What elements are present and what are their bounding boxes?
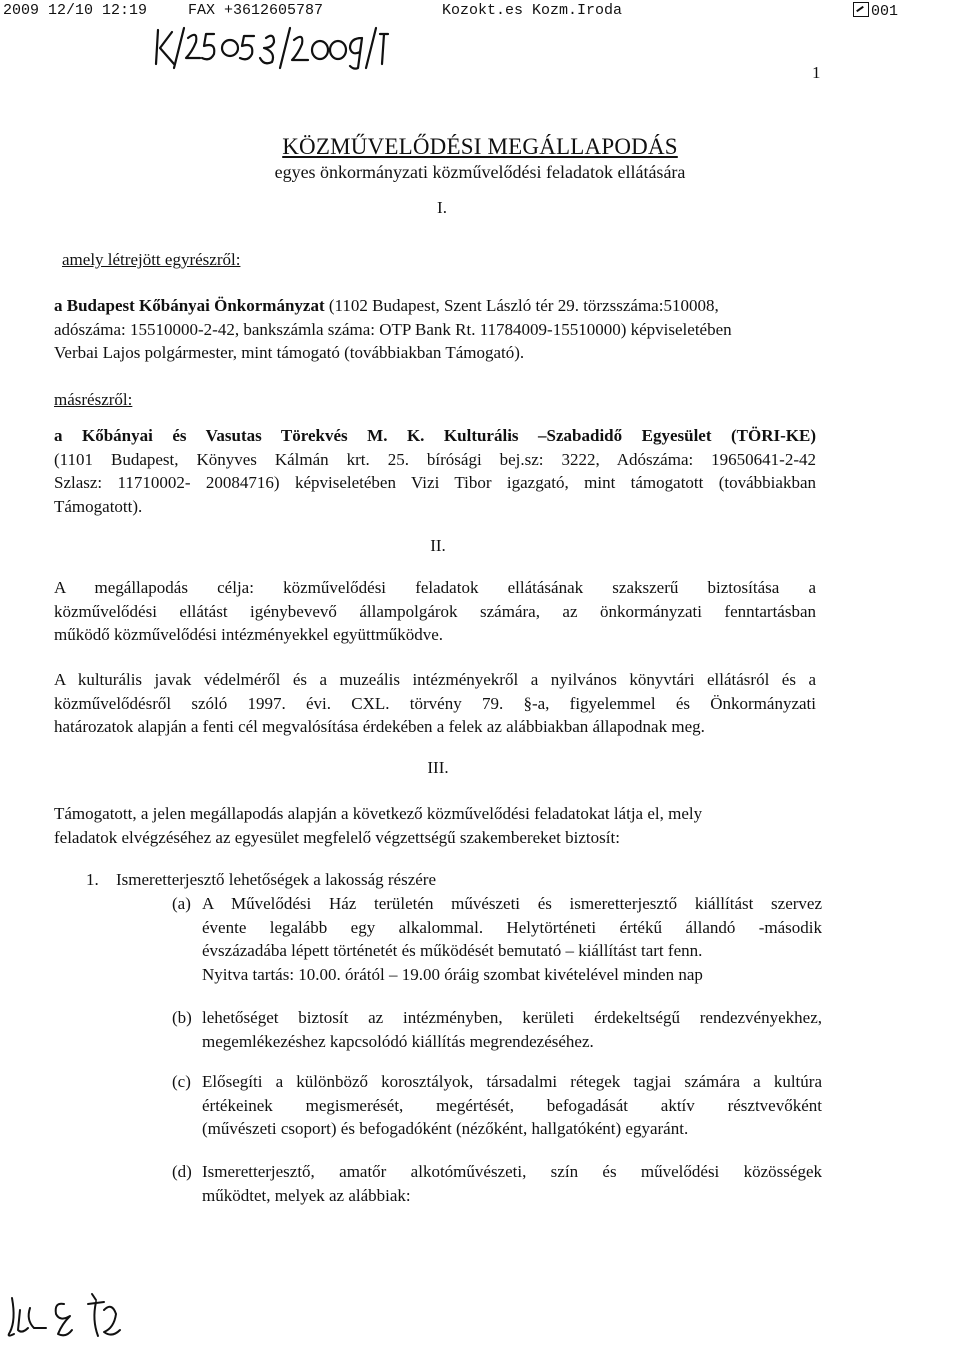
subitem-b bbox=[172, 1006, 822, 1053]
obligations-intro bbox=[54, 802, 816, 849]
party-2-line-3: Támogatott). bbox=[54, 496, 143, 516]
subitem-a-line-3: évszázadába lépett történetét és működését bemutató – kiállítást tart fenn. bbox=[202, 941, 703, 960]
fax-datetime: 2009 12/10 12:19 bbox=[3, 2, 148, 19]
fax-page: 001 bbox=[853, 2, 898, 20]
legal-basis-line-1: A kulturális javak védelméről és a muzeális intézményekről a nyilvános könyvtári ellátásról és a bbox=[54, 670, 816, 689]
document-title: KÖZMŰVELŐDÉSI MEGÁLLAPODÁS bbox=[282, 134, 678, 159]
section-heading-i: I. bbox=[437, 198, 447, 217]
purpose-paragraph bbox=[54, 576, 816, 647]
subitem-a-letter: (a) bbox=[172, 894, 191, 913]
party-1-name: a Budapest Kőbányai Önkormányzat bbox=[54, 296, 325, 315]
party-2-line-2: Szlasz: 11710002- 20084716) képviseletében Vizi Tibor igazgató, mint támogatott (továbbiakban bbox=[54, 473, 816, 492]
party-2-line-1: (1101 Budapest, Könyves Kálmán krt. 25. bírósági bej.sz: 3222, Adószáma: 19650641-2-42 bbox=[54, 449, 816, 469]
subitem-a bbox=[172, 892, 822, 986]
subitem-c-line-3: (művészeti csoport) és befogadóként (nézőként, hallgatóként) egyaránt. bbox=[202, 1119, 689, 1138]
purpose-line-3: működő közművelődési intézményekkel együttműködve. bbox=[54, 625, 444, 644]
section-heading-ii: II. bbox=[430, 536, 446, 555]
legal-basis-paragraph bbox=[54, 668, 816, 739]
subitem-b-line-2: megemlékezéshez kapcsolódó kiállítás megrendezéséhez. bbox=[202, 1031, 594, 1051]
party-2-label: másrészről: bbox=[54, 390, 133, 409]
subitem-d-line-1: Ismeretterjesztő, amatőr alkotóművészeti, szín és művelődési közösségek bbox=[202, 1162, 822, 1181]
subitem-c-line-2: értékeinek megismerését, megértését, befogadását aktív résztvevőként bbox=[202, 1095, 822, 1115]
party-2-block bbox=[54, 424, 816, 518]
party-1-block bbox=[54, 294, 816, 365]
party-2-name: a Kőbányai és Vasutas Törekvés M. K. Kulturális –Szabadidő Egyesület (TÖRI-KE) bbox=[54, 426, 816, 445]
item-1-title: Ismeretterjesztő lehetőségek a lakosság részére bbox=[116, 870, 437, 889]
subitem-d-letter: (d) bbox=[172, 1162, 192, 1181]
legal-basis-line-2: közművelődésről szóló 1997. évi. CXL. törvény 79. §-a, figyelemmel és Önkormányzati bbox=[54, 693, 816, 713]
fax-page-icon bbox=[853, 2, 869, 17]
legal-basis-line-3: határozatok alapján a fenti cél megvalósítása érdekében a felek az alábbiakban állapodnak meg. bbox=[54, 717, 705, 736]
subitem-b-letter: (b) bbox=[172, 1008, 192, 1027]
handwritten-reference bbox=[150, 24, 390, 70]
obligations-intro-line-1: Támogatott, a jelen megállapodás alapján a következő közművelődési feladatokat látja el, mely bbox=[54, 804, 703, 823]
subitem-a-line-1: A Művelődési Ház területén művészeti és ismeretterjesztő kiállítást szervez bbox=[202, 894, 822, 913]
purpose-line-2: közművelődési ellátást igénybevevő állampolgárok számára, az önkormányzati fenntartásban bbox=[54, 601, 816, 621]
purpose-line-1: A megállapodás célja: közművelődési feladatok ellátásának szakszerű biztosítása a bbox=[54, 578, 816, 597]
document-subtitle: egyes önkormányzati közművelődési feladatok ellátására bbox=[274, 162, 686, 182]
signature-initials bbox=[0, 1280, 160, 1350]
subitem-a-line-2: évente legalább egy alkalommal. Helytörténeti értékű állandó -második bbox=[202, 917, 822, 937]
subitem-d bbox=[172, 1160, 822, 1207]
item-1-number: 1. bbox=[86, 870, 99, 889]
subitem-b-line-1: lehetőséget biztosít az intézményben, kerületi érdekeltségű rendezvényekhez, bbox=[202, 1008, 822, 1027]
subitem-c-letter: (c) bbox=[172, 1072, 191, 1091]
subitem-c bbox=[172, 1070, 822, 1141]
section-heading-iii: III. bbox=[427, 758, 449, 777]
fax-number: FAX +3612605787 bbox=[188, 2, 324, 19]
party-1-label: amely létrejött egyrészről: bbox=[62, 250, 241, 269]
fax-sender: Kozokt.es Kozm.Iroda bbox=[442, 2, 623, 19]
subitem-a-line-4: Nyitva tartás: 10.00. órától – 19.00 óráig szombat kivételével minden nap bbox=[202, 964, 703, 984]
obligations-intro-line-2: feladatok elvégzéséhez az egyesület megfelelő végzettségű szakembereket biztosít: bbox=[54, 827, 620, 847]
party-1-line-1: a Budapest Kőbányai Önkormányzat (1102 Budapest, Szent László tér 29. törzsszáma:510008, bbox=[54, 296, 719, 315]
party-1-line-3: Verbai Lajos polgármester, mint támogató (továbbiakban Támogató). bbox=[54, 343, 525, 362]
subitem-d-line-2: működtet, melyek az alábbiak: bbox=[202, 1185, 411, 1205]
party-1-line-2: adószáma: 15510000-2-42, bankszámla száma: OTP Bank Rt. 11784009-15510000) képviseletében bbox=[54, 319, 732, 339]
fax-header bbox=[0, 0, 960, 22]
page-number: 1 bbox=[812, 63, 821, 82]
subitem-c-line-1: Elősegíti a különböző korosztályok, társadalmi rétegek tagjai számára a kultúra bbox=[202, 1072, 822, 1091]
